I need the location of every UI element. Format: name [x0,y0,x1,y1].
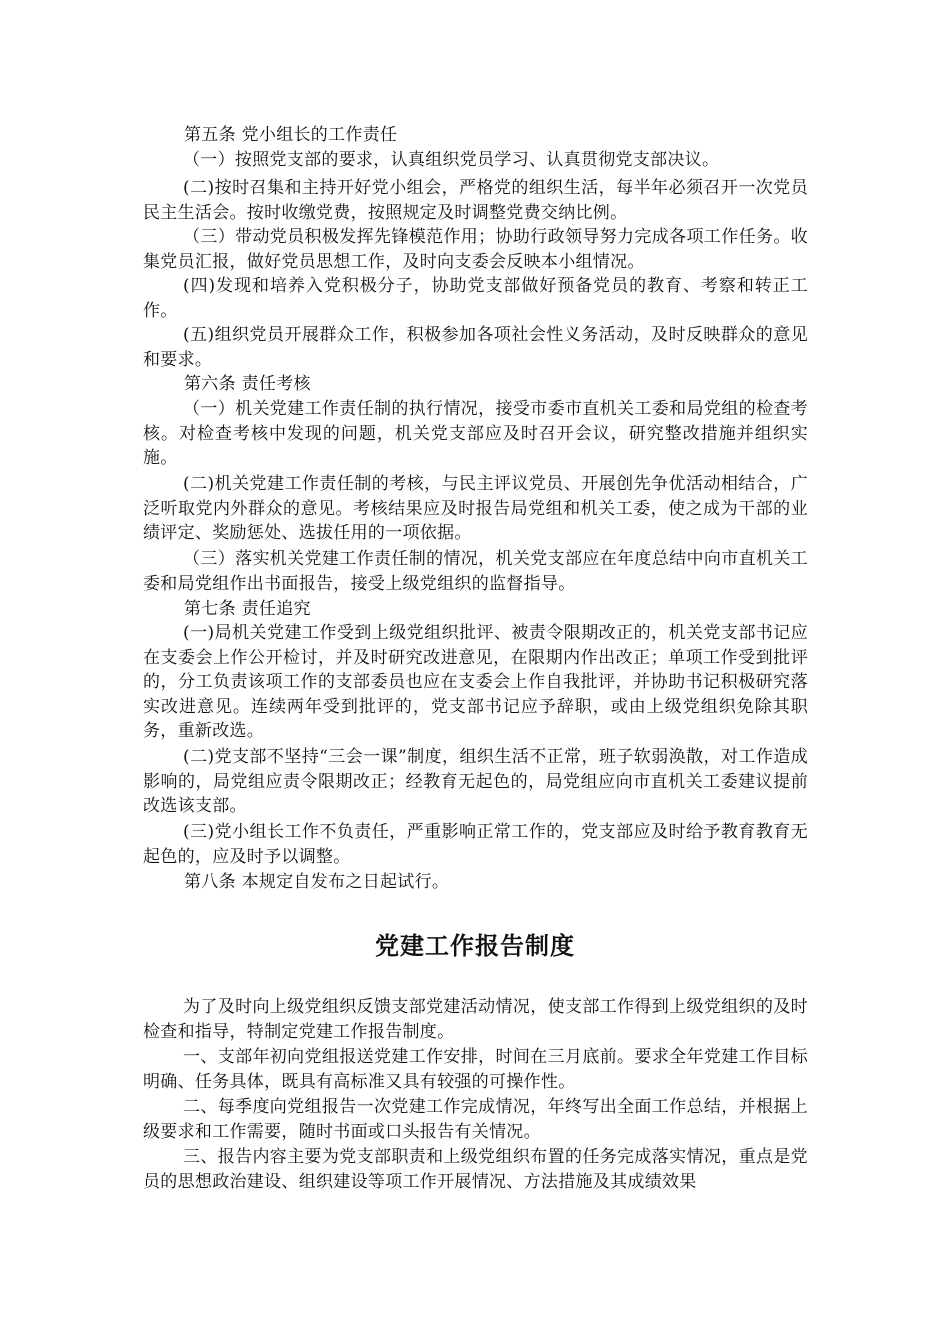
report-item-3: 三、报告内容主要为党支部职责和上级党组织布置的任务完成落实情况，重点是党员的思想政治建设、组织建设等项工作开展情况、方法措施及其成绩效果 [143,1147,808,1192]
report-item-2: 二、每季度向党组报告一次党建工作完成情况，年终写出全面工作总结，并根据上级要求和工作需要，随时书面或口头报告有关情况。 [143,1097,808,1142]
article-5-heading: 第五条 党小组长的工作责任 [184,125,398,145]
article-6-heading: 第六条 责任考核 [184,374,311,394]
article-7-item-3: (三)党小组长工作不负责任，严重影响正常工作的，党支部应及时给予教育教育无起色的，应及时予以调整。 [143,822,808,867]
article-7-heading: 第七条 责任追究 [184,599,311,619]
article-5-item-3: （三）带动党员积极发挥先锋模范作用；协助行政领导努力完成各项工作任务。收集党员汇报，做好党员思想工作，及时向支委会反映本小组情况。 [143,227,808,272]
article-7-item-2: (二)党支部不坚持“三会一课”制度，组织生活不正常，班子软弱涣散，对工作造成影响的，局党组应责令限期改正；经教育无起色的，局党组应向市直机关工委建议提前改选该支部。 [143,747,808,817]
article-6-item-3: （三）落实机关党建工作责任制的情况，机关党支部应在年度总结中向市直机关工委和局党组作出书面报告，接受上级党组织的监督指导。 [143,549,808,594]
report-item-1: 一、支部年初向党组报送党建工作安排，时间在三月底前。要求全年党建工作目标明确、任务具体，既具有高标准又具有较强的可操作性。 [143,1047,808,1092]
article-6-item-1: （一）机关党建工作责任制的执行情况，接受市委市直机关工委和局党组的检查考核。对检查考核中发现的问题，机关党支部应及时召开会议，研究整改措施并组织实施。 [143,399,808,469]
report-intro: 为了及时向上级党组织反馈支部党建活动情况，使支部工作得到上级党组织的及时检查和指导，特制定党建工作报告制度。 [143,997,808,1042]
article-5-item-5: (五)组织党员开展群众工作，积极参加各项社会性义务活动，及时反映群众的意见和要求。 [143,325,808,370]
article-5-item-1: （一）按照党支部的要求，认真组织党员学习、认真贯彻党支部决议。 [183,150,720,170]
article-5-item-4: (四)发现和培养入党积极分子，协助党支部做好预备党员的教育、考察和转正工作。 [143,276,808,321]
article-7-item-1: (一)局机关党建工作受到上级党组织批评、被责令限期改正的，机关党支部书记应在支委会上作公开检讨，并及时研究改进意见，在限期内作出改正；单项工作受到批评的，分工负责该项工作的支部委员也应在支委会上作自我批评，并协助书记积极研究落实改进意见。连续两年受到批评的，党支部书记应予辞职，或由上级党组织免除其职务，重新改选。 [143,623,808,742]
article-8-heading: 第八条 本规定自发布之日起试行。 [184,872,450,892]
article-6-item-2: (二)机关党建工作责任制的考核，与民主评议党员、开展创先争优活动相结合，广泛听取党内外群众的意见。考核结果应及时报告局党组和机关工委，使之成为干部的业绩评定、奖励惩处、选拔任用的一项依据。 [143,474,808,544]
article-5-item-2: (二)按时召集和主持开好党小组会，严格党的组织生活，每半年必须召开一次党员民主生活会。按时收缴党费，按照规定及时调整党费交纳比例。 [143,178,808,223]
report-title: 党建工作报告制度 [375,932,575,960]
